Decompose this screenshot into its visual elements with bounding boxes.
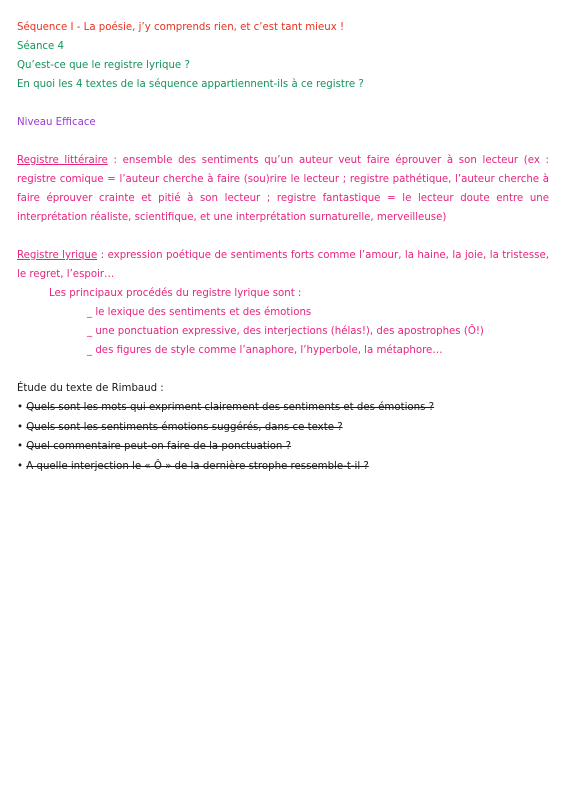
etude-title: Étude du texte de Rimbaud :	[17, 383, 164, 394]
bullet: •	[17, 460, 24, 472]
question-text: A quelle interjection le « Ô » de la dernière strophe ressemble-t-il ?	[26, 460, 369, 472]
question-text: Quel commentaire peut-on faire de la ponctuation ?	[26, 441, 292, 452]
main-question: Qu’est-ce que le registre lyrique ?	[17, 60, 190, 71]
bullet: •	[17, 421, 24, 433]
question-item	[17, 418, 549, 438]
bullet: •	[17, 441, 24, 452]
procedes-title: Les principaux procédés du registre lyrique sont :	[49, 288, 302, 299]
procede-item: _ des figures de style comme l’anaphore, l’hyperbole, la métaphore…	[87, 345, 443, 356]
procede-item: _ le lexique des sentiments et des émotions	[87, 307, 312, 318]
definition-registre-litteraire	[17, 151, 549, 227]
definition-registre-lyrique	[17, 246, 549, 284]
sub-question: En quoi les 4 textes de la séquence appartiennent-ils à ce registre ?	[17, 79, 364, 90]
definition-text-litteraire: : ensemble des sentiments qu’un auteur veut faire éprouver à son lecteur (ex : registre comique = l’auteur cherche à faire (sou)rire le lecteur ; registre pathétique, l’auteur cherche à faire éprouver crainte et pitié à son lecteur ; registre fantastique = le lecteur doute entre une interprétation réaliste, scientifique, et une interprétation surnaturelle, merveilleuse)	[17, 155, 549, 223]
procede-item: _ une ponctuation expressive, des interjections (hélas!), des apostrophes (Ô!)	[87, 326, 484, 337]
question-text: Quels sont les mots qui expriment clairement des sentiments et des émotions ?	[26, 402, 435, 413]
definition-text-lyrique: : expression poétique de sentiments forts comme l’amour, la haine, la joie, la tristesse, le regret, l’espoir…	[17, 250, 549, 280]
level-label: Niveau Efficace	[17, 117, 96, 128]
term-registre-litteraire: Registre littéraire	[17, 155, 108, 166]
bullet: •	[17, 402, 24, 413]
question-item	[17, 457, 549, 477]
sequence-title: Séquence I - La poésie, j’y comprends rien, et c’est tant mieux !	[17, 22, 345, 33]
question-item	[17, 398, 549, 418]
question-item	[17, 437, 549, 457]
term-registre-lyrique: Registre lyrique	[17, 250, 98, 261]
document-page	[17, 18, 549, 476]
seance-label: Séance 4	[17, 41, 65, 52]
question-text: Quels sont les sentiments émotions suggérés, dans ce texte ?	[26, 421, 343, 433]
